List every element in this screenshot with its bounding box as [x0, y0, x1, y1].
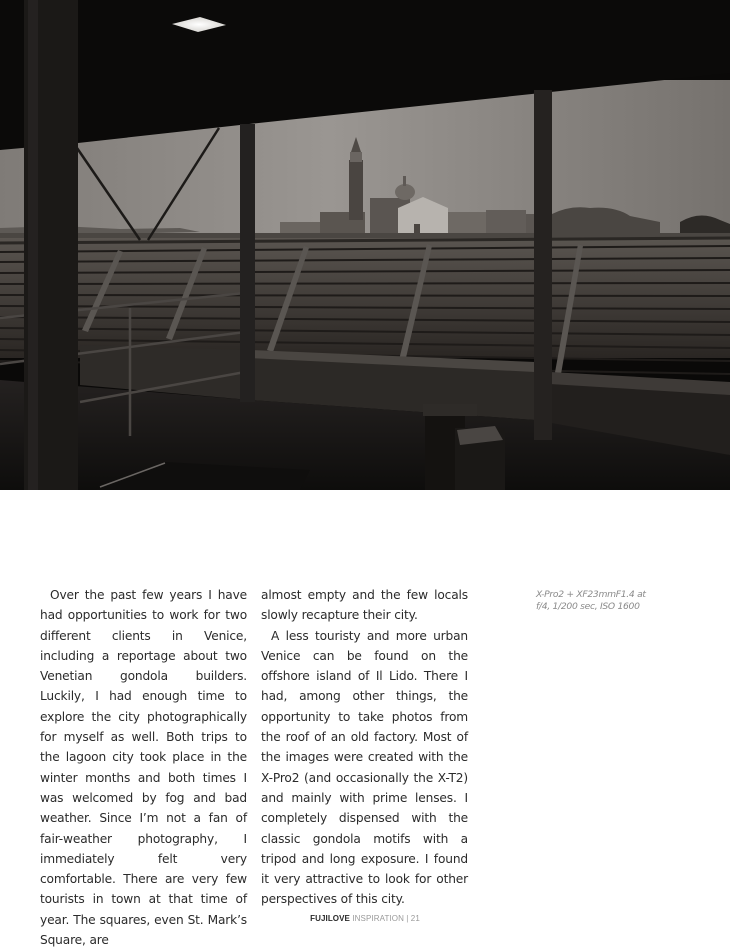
footer-separator: |: [406, 914, 409, 923]
paragraph: almost empty and the few locals slowly recapture their city.: [261, 588, 468, 623]
caption-line: X-Pro2 + XF23mmF1.4 at: [536, 589, 646, 600]
article-column-1: [40, 585, 247, 950]
footer-brand: FUJILOVE: [310, 914, 350, 923]
photo-caption: [536, 589, 666, 613]
paragraph: A less touristy and more urban Venice can be found on the offshore island of Il Lido. There I had, among other things, the opportunity to take photos from the roof of an old factory. Most of the images were created with the X-Pro2 (and occasionally the X-T2) and mainly with prime lenses. I completely dispensed with the classic gondola motifs with a tripod and long exposure. I found it very attractive to look for other perspectives of this city.: [261, 628, 468, 907]
pillar-center: [240, 124, 255, 402]
pillar-left-highlight: [28, 0, 38, 490]
page-footer: [0, 914, 730, 923]
footer-section: INSPIRATION: [352, 914, 404, 923]
paragraph: Over the past few years I have had opportunities to work for two different clients in Venice, including a reportage about two Venetian gondola builders. Luckily, I had enough time to explore the city photographically for myself as well. Both trips to the lagoon city took place in the winter months and both times I was welcomed by fog and bad weather. Since I’m not a fan of fair-weather photography, I immediately felt very comfortable. There are very few tourists in town at that time of year. The squares, even St. Mark’s Square, are: [40, 588, 247, 948]
pillar-right: [534, 90, 552, 440]
article-column-2: [261, 585, 468, 910]
page-number: 21: [410, 914, 420, 923]
caption-line: f/4, 1/200 sec, ISO 1600: [536, 601, 640, 612]
